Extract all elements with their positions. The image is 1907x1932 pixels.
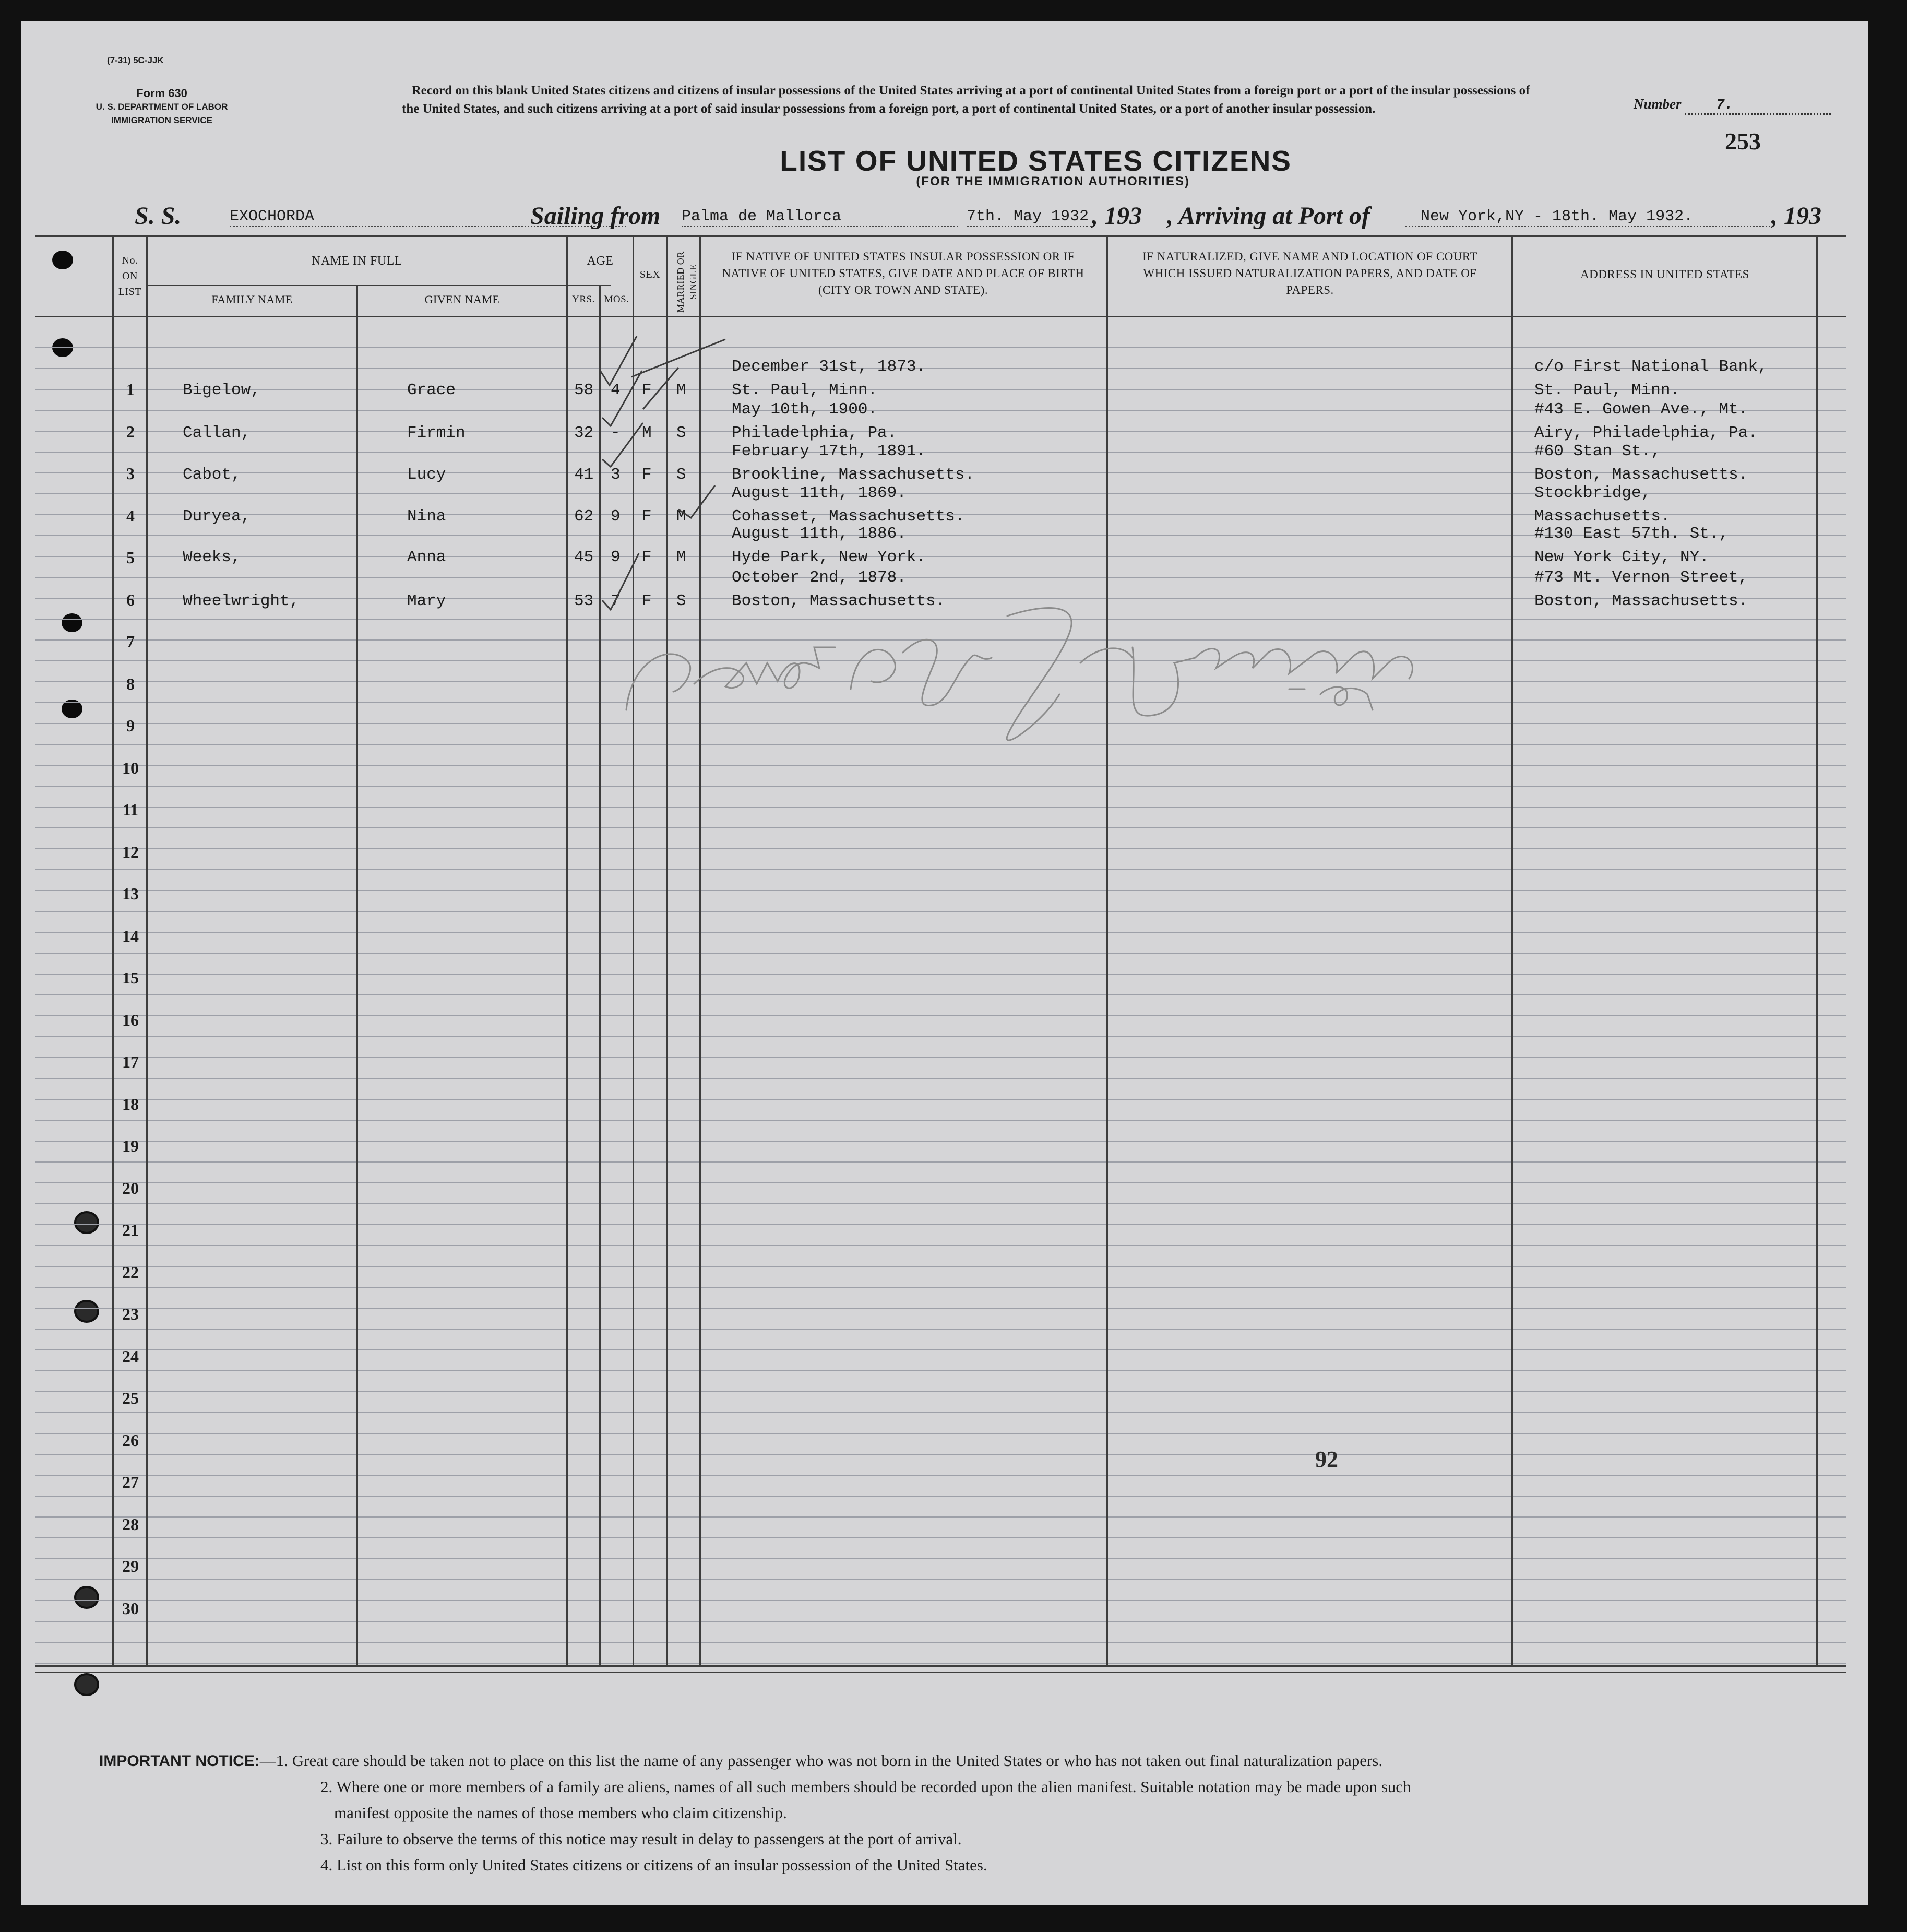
line-number: 7 bbox=[126, 632, 135, 651]
ruled-line bbox=[35, 932, 1846, 933]
given-name: Nina bbox=[407, 507, 446, 526]
ruled-line bbox=[35, 347, 1846, 348]
ruled-line bbox=[35, 1516, 1846, 1518]
ruled-line bbox=[35, 744, 1846, 745]
marital-status: S bbox=[676, 592, 686, 610]
ruled-line bbox=[35, 1454, 1846, 1455]
birth-place: Hyde Park, New York. bbox=[732, 548, 926, 566]
address-line-2: New York City, NY. bbox=[1534, 548, 1709, 566]
given-name: Lucy bbox=[407, 466, 446, 484]
number-value: 7. bbox=[1685, 98, 1831, 115]
column-divider bbox=[356, 285, 358, 1665]
header-native-birth: IF NATIVE OF UNITED STATES INSULAR POSSESSION OR IF NATIVE OF UNITED STATES, GIVE DATE AND PLACE OF BIRTH (CITY OR TOWN AND STATE). bbox=[722, 250, 1084, 297]
notice-item-3: 3. Failure to observe the terms of this notice may result in delay to passengers at the port of arrival. bbox=[320, 1830, 962, 1848]
notice-item-4: 4. List on this form only United States citizens or citizens of an insular possession of the United States. bbox=[320, 1856, 987, 1874]
marital-status: M bbox=[676, 548, 686, 566]
age-months: 3 bbox=[611, 466, 621, 484]
ruled-line bbox=[35, 1558, 1846, 1559]
birth-place: Boston, Massachusetts. bbox=[732, 592, 946, 610]
address-line-1: #130 East 57th. St., bbox=[1534, 525, 1729, 543]
ruled-line bbox=[35, 765, 1846, 766]
ruled-line bbox=[35, 1266, 1846, 1267]
line-number: 2 bbox=[126, 422, 135, 441]
address-line-1: #60 Stan St., bbox=[1534, 442, 1661, 460]
ruled-line bbox=[35, 869, 1846, 870]
page-number: 253 bbox=[1725, 128, 1761, 155]
ship-prefix: S. S. bbox=[135, 202, 182, 230]
address-line-1: c/o First National Bank, bbox=[1534, 358, 1768, 376]
line-number: 9 bbox=[126, 716, 135, 735]
notice-item-2: 2. Where one or more members of a family are aliens, names of all such members should be recorded upon the alien manifest. Suitable notation may be made upon such bbox=[320, 1777, 1411, 1796]
birth-date: August 11th, 1886. bbox=[732, 525, 907, 543]
page-subtitle: (FOR THE IMMIGRATION AUTHORITIES) bbox=[916, 174, 1190, 188]
line-number: 21 bbox=[122, 1220, 139, 1239]
line-number: 10 bbox=[122, 758, 139, 777]
age-months: 7 bbox=[611, 592, 621, 610]
family-name: Callan, bbox=[183, 424, 251, 442]
line-number: 30 bbox=[122, 1598, 139, 1618]
address-line-2: St. Paul, Minn. bbox=[1534, 381, 1680, 399]
line-number: 16 bbox=[122, 1010, 139, 1029]
header-family-name: FAMILY NAME bbox=[211, 293, 293, 306]
line-number: 24 bbox=[122, 1346, 139, 1366]
family-name: Bigelow, bbox=[183, 381, 260, 399]
birth-date: May 10th, 1900. bbox=[732, 400, 878, 419]
ruled-line bbox=[35, 848, 1846, 849]
year-suffix-2: , 193 bbox=[1771, 202, 1821, 230]
ruled-line bbox=[35, 1161, 1846, 1163]
ruled-line bbox=[35, 1308, 1846, 1309]
important-notice bbox=[99, 1748, 1382, 1774]
birth-date: August 11th, 1869. bbox=[732, 484, 907, 502]
address-line-2: Boston, Massachusetts. bbox=[1534, 466, 1748, 484]
marital-status: M bbox=[676, 381, 686, 399]
line-number: 27 bbox=[122, 1473, 139, 1491]
age-months: 4 bbox=[611, 381, 621, 399]
sailing-port: Palma de Mallorca bbox=[682, 208, 958, 227]
department: U. S. DEPARTMENT OF LABOR bbox=[96, 102, 228, 112]
line-number: 19 bbox=[122, 1136, 139, 1155]
ruled-line bbox=[35, 1057, 1846, 1058]
ruled-line bbox=[35, 1182, 1846, 1183]
address-line-1: Stockbridge, bbox=[1534, 484, 1651, 502]
family-name: Wheelwright, bbox=[183, 592, 300, 610]
ruled-line bbox=[35, 1349, 1846, 1350]
marital-status: M bbox=[676, 507, 686, 526]
punch-hole bbox=[74, 1586, 99, 1609]
ruled-line bbox=[35, 1099, 1846, 1100]
ruled-line bbox=[35, 890, 1846, 891]
punch-hole bbox=[74, 1300, 99, 1323]
header-married-single: MARRIED OR SINGLE bbox=[675, 251, 698, 313]
header-subline bbox=[146, 285, 611, 286]
punch-hole bbox=[74, 1211, 99, 1234]
header-name-in-full: NAME IN FULL bbox=[312, 254, 402, 268]
ruled-line bbox=[35, 1621, 1846, 1622]
header-age: AGE bbox=[587, 254, 614, 268]
year-suffix: , 193 bbox=[1092, 202, 1142, 230]
instruction-text: Record on this blank United States citizens and citizens of insular possessions of the United States arriving at a port of continental United States from a foreign port or a port of the insular possessions of the United States, and such citizens arriving at a port of said insular possessions from a foreign port, a port of continental United States, or a port of another insular possession. bbox=[402, 84, 1530, 116]
family-name: Weeks, bbox=[183, 548, 241, 566]
column-divider bbox=[1106, 235, 1108, 1665]
ruled-line bbox=[35, 1078, 1846, 1079]
address-line-2: Massachusetts. bbox=[1534, 507, 1671, 526]
ruled-line bbox=[35, 1663, 1846, 1664]
service: IMMIGRATION SERVICE bbox=[111, 115, 212, 125]
punch-hole bbox=[52, 251, 73, 269]
ruled-line bbox=[35, 974, 1846, 975]
header-sex: SEX bbox=[639, 269, 661, 280]
handwritten-signature bbox=[611, 585, 1425, 741]
age-years: 32 bbox=[574, 424, 594, 442]
line-number: 3 bbox=[126, 464, 135, 483]
ruled-line bbox=[35, 1391, 1846, 1392]
line-number: 18 bbox=[122, 1094, 139, 1113]
sex: F bbox=[642, 466, 652, 484]
given-name: Firmin bbox=[407, 424, 466, 442]
sex: F bbox=[642, 592, 652, 610]
family-name: Duryea, bbox=[183, 507, 251, 526]
ruled-line bbox=[35, 1224, 1846, 1225]
sex: F bbox=[642, 548, 652, 566]
age-years: 58 bbox=[574, 381, 594, 399]
check-marks bbox=[595, 329, 731, 621]
form-block bbox=[84, 87, 240, 127]
ship-line bbox=[135, 202, 1821, 235]
arriving-label: , Arriving at Port of bbox=[1167, 202, 1370, 230]
address-line-2: Airy, Philadelphia, Pa. bbox=[1534, 424, 1758, 442]
ruled-line bbox=[35, 1036, 1846, 1037]
line-number: 5 bbox=[126, 548, 135, 567]
ruled-line bbox=[35, 1120, 1846, 1121]
number-label: Number bbox=[1634, 96, 1682, 112]
ruled-line bbox=[35, 1433, 1846, 1434]
birth-place: Brookline, Massachusetts. bbox=[732, 466, 975, 484]
table-top-border bbox=[35, 235, 1846, 237]
age-months: 9 bbox=[611, 548, 621, 566]
column-divider bbox=[146, 235, 148, 1665]
line-number: 8 bbox=[126, 674, 135, 693]
sailing-label: Sailing from bbox=[530, 202, 661, 230]
address-line-2: Boston, Massachusetts. bbox=[1534, 592, 1748, 610]
header-given-name: GIVEN NAME bbox=[424, 293, 500, 306]
line-number: 6 bbox=[126, 590, 135, 609]
line-number: 17 bbox=[122, 1052, 139, 1071]
ruled-line bbox=[35, 1475, 1846, 1476]
marital-status: S bbox=[676, 424, 686, 442]
age-years: 62 bbox=[574, 507, 594, 526]
age-years: 53 bbox=[574, 592, 594, 610]
check-marks-group bbox=[600, 336, 725, 610]
birth-place: St. Paul, Minn. bbox=[732, 381, 878, 399]
header-mos: MOS. bbox=[604, 294, 629, 305]
ruled-line bbox=[35, 1600, 1846, 1601]
marital-status: S bbox=[676, 466, 686, 484]
ruled-line bbox=[35, 827, 1846, 828]
line-number: 22 bbox=[122, 1262, 139, 1282]
line-number: 23 bbox=[122, 1305, 139, 1323]
column-divider bbox=[112, 235, 114, 1665]
punch-hole bbox=[74, 1673, 99, 1696]
given-name: Mary bbox=[407, 592, 446, 610]
arrival-port-date: New York,NY - 18th. May 1932. bbox=[1405, 208, 1770, 227]
line-number: 12 bbox=[122, 842, 139, 861]
line-number: 11 bbox=[122, 800, 139, 819]
line-number: 4 bbox=[126, 506, 135, 525]
birth-date: December 31st, 1873. bbox=[732, 358, 926, 376]
column-divider bbox=[566, 235, 568, 1665]
column-divider bbox=[1816, 235, 1818, 1665]
ruled-line bbox=[35, 1642, 1846, 1643]
notice-label: IMPORTANT NOTICE: bbox=[99, 1752, 260, 1770]
ruled-line bbox=[35, 1141, 1846, 1142]
ruled-line bbox=[35, 1329, 1846, 1330]
line-number: 13 bbox=[122, 884, 139, 903]
sex: M bbox=[642, 424, 652, 442]
stamp-number: 92 bbox=[1315, 1447, 1338, 1472]
line-number: 1 bbox=[126, 380, 135, 399]
birth-date: October 2nd, 1878. bbox=[732, 568, 907, 587]
punch-hole bbox=[62, 613, 82, 632]
age-months: - bbox=[611, 424, 621, 442]
ruled-line bbox=[35, 1412, 1846, 1413]
ruled-line bbox=[35, 1579, 1846, 1580]
column-divider bbox=[1511, 235, 1513, 1665]
line-number: 25 bbox=[122, 1389, 139, 1407]
header-yrs: YRS. bbox=[572, 294, 595, 305]
page-title: LIST OF UNITED STATES CITIZENS bbox=[780, 145, 1292, 177]
notice-item-2-cont: manifest opposite the names of those members who claim citizenship. bbox=[334, 1804, 787, 1822]
ruled-line bbox=[35, 911, 1846, 912]
form-name: Form 630 bbox=[136, 87, 187, 100]
ruled-line bbox=[35, 1537, 1846, 1538]
header-bottom-border bbox=[35, 316, 1846, 317]
line-number: 20 bbox=[122, 1178, 139, 1198]
line-number: 15 bbox=[122, 968, 139, 987]
form-code: (7-31) 5C-JJK bbox=[107, 55, 164, 65]
address-line-1: #43 E. Gowen Ave., Mt. bbox=[1534, 400, 1748, 419]
ruled-line bbox=[35, 1015, 1846, 1016]
family-name: Cabot, bbox=[183, 466, 241, 484]
given-name: Anna bbox=[407, 548, 446, 566]
line-number: 28 bbox=[122, 1514, 139, 1534]
number-field bbox=[1634, 96, 1831, 115]
age-months: 9 bbox=[611, 507, 621, 526]
sailing-date: 7th. May 1932 bbox=[967, 208, 1092, 227]
line-number: 26 bbox=[122, 1430, 139, 1450]
sex: F bbox=[642, 507, 652, 526]
ruled-line bbox=[35, 994, 1846, 995]
ruled-line bbox=[35, 1370, 1846, 1371]
address-line-1: #73 Mt. Vernon Street, bbox=[1534, 568, 1748, 587]
ship-name: EXOCHORDA bbox=[230, 208, 626, 227]
birth-place: Philadelphia, Pa. bbox=[732, 424, 897, 442]
manifest-sheet bbox=[21, 21, 1868, 1905]
ruled-line bbox=[35, 807, 1846, 808]
notice-item-1: —1. Great care should be taken not to place on this list the name of any passenger who was not born in the United States or who has not taken out final naturalization papers. bbox=[259, 1751, 1383, 1770]
ruled-line bbox=[35, 1245, 1846, 1246]
age-years: 41 bbox=[574, 466, 594, 484]
table-bottom-border-2 bbox=[35, 1672, 1846, 1673]
table-bottom-border bbox=[35, 1665, 1846, 1667]
age-years: 45 bbox=[574, 548, 594, 566]
header-address: ADDRESS IN UNITED STATES bbox=[1580, 268, 1749, 281]
ruled-line bbox=[35, 1496, 1846, 1497]
header-no-on-list: No. ON LIST bbox=[118, 255, 142, 298]
line-number: 14 bbox=[122, 926, 139, 945]
ruled-line bbox=[35, 786, 1846, 787]
birth-date: February 17th, 1891. bbox=[732, 442, 926, 460]
header-naturalized: IF NATURALIZED, GIVE NAME AND LOCATION OF COURT WHICH ISSUED NATURALIZATION PAPERS, AND DATE OF PAPERS. bbox=[1142, 250, 1477, 297]
birth-place: Cohasset, Massachusetts. bbox=[732, 507, 965, 526]
given-name: Grace bbox=[407, 381, 456, 399]
sex: F bbox=[642, 381, 652, 399]
ruled-line bbox=[35, 1287, 1846, 1288]
ruled-line bbox=[35, 1203, 1846, 1204]
ruled-line bbox=[35, 953, 1846, 954]
line-number: 29 bbox=[122, 1557, 139, 1575]
